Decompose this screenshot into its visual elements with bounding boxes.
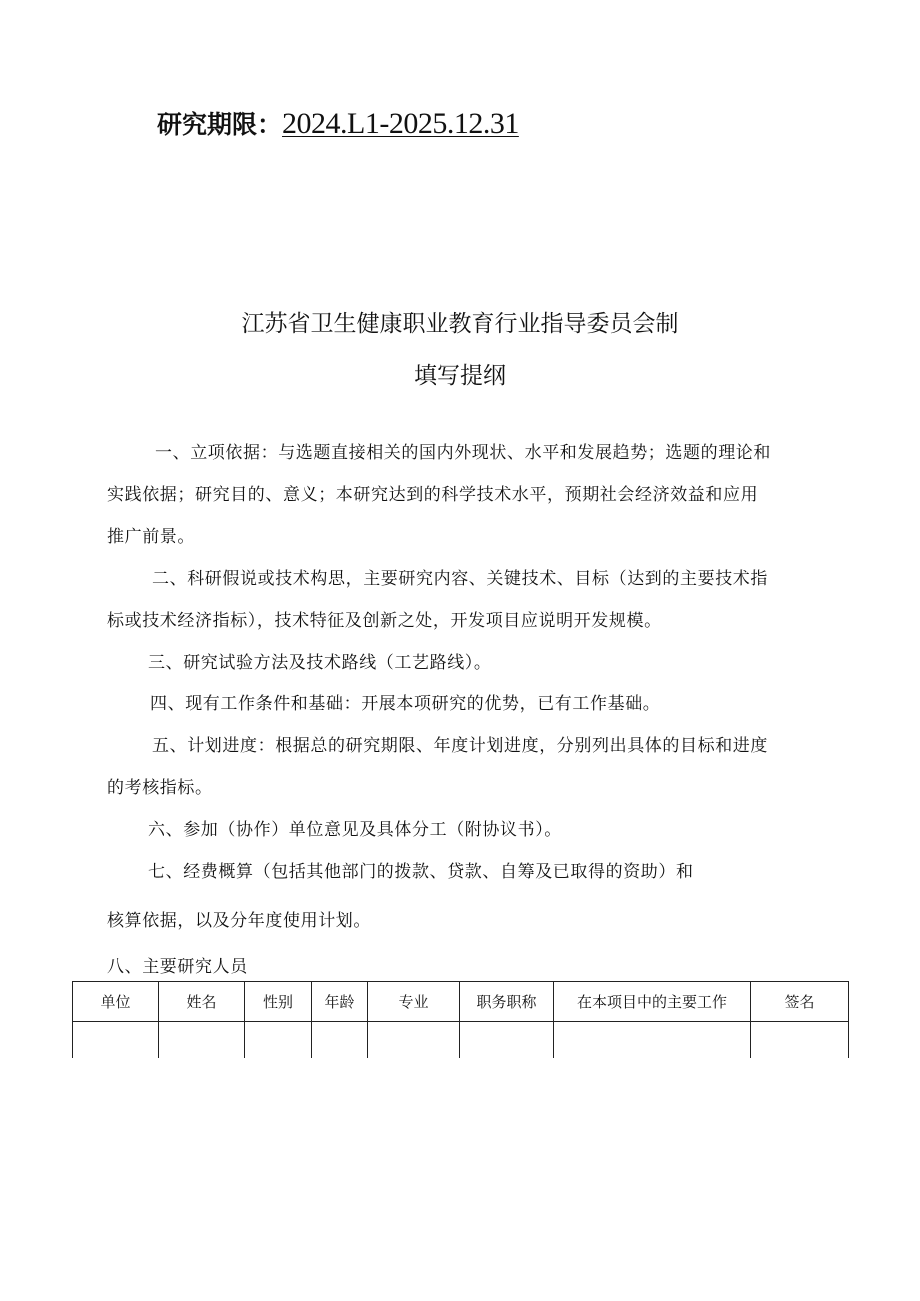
outline-title: 填写提纲 — [414, 363, 506, 389]
section-heading-staff: 八、主要研究人员 — [107, 957, 248, 977]
paragraph-line: 核算依据，以及分年度使用计划。 — [107, 911, 371, 931]
paragraph-line: 六、参加（协作）单位意见及具体分工（附协议书）。 — [148, 820, 562, 840]
header-signature: 签名 — [751, 982, 849, 1022]
staff-table — [72, 981, 849, 1058]
header-gender: 性别 — [245, 982, 312, 1022]
table-row — [73, 1022, 849, 1059]
table-cell — [312, 1022, 368, 1059]
paragraph-line: 三、研究试验方法及技术路线（工艺路线）。 — [148, 653, 492, 673]
paragraph-line: 七、经费概算（包括其他部门的拨款、贷款、自筹及已取得的资助）和 — [148, 862, 694, 882]
paragraph-line: 标或技术经济指标），技术特征及创新之处，开发项目应说明开发规模。 — [107, 611, 662, 631]
header-age: 年龄 — [312, 982, 368, 1022]
header-title: 职务职称 — [460, 982, 554, 1022]
paragraph-line: 的考核指标。 — [107, 778, 213, 798]
table-cell — [751, 1022, 849, 1059]
table-cell — [73, 1022, 159, 1059]
paragraph-line: 实践依据；研究目的、意义；本研究达到的科学技术水平，预期社会经济效益和应用 — [107, 485, 759, 505]
paragraph-line: 五、计划进度：根据总的研究期限、年度计划进度，分别列出具体的目标和进度 — [152, 736, 768, 756]
header-main-work: 在本项目中的主要工作 — [554, 982, 751, 1022]
issuing-organization: 江苏省卫生健康职业教育行业指导委员会制 — [241, 311, 679, 337]
research-period — [157, 104, 519, 145]
table-cell — [245, 1022, 312, 1059]
header-major: 专业 — [368, 982, 460, 1022]
table-cell — [460, 1022, 554, 1059]
table-cell — [554, 1022, 751, 1059]
paragraph-line: 二、科研假说或技术构思，主要研究内容、关键技术、目标（达到的主要技术指 — [152, 569, 768, 589]
research-period-value: 2024.L1-2025.12.31 — [282, 107, 519, 140]
research-period-label: 研究期限： — [157, 110, 283, 139]
paragraph-line: 推广前景。 — [107, 527, 195, 547]
header-unit: 单位 — [73, 982, 159, 1022]
paragraph-line: 四、现有工作条件和基础：开展本项研究的优势，已有工作基础。 — [150, 694, 661, 714]
header-name: 姓名 — [159, 982, 245, 1022]
table-header-row — [73, 982, 849, 1022]
table-cell — [159, 1022, 245, 1059]
paragraph-line: 一、立项依据：与选题直接相关的国内外现状、水平和发展趋势；选题的理论和 — [155, 443, 771, 463]
table-cell — [368, 1022, 460, 1059]
